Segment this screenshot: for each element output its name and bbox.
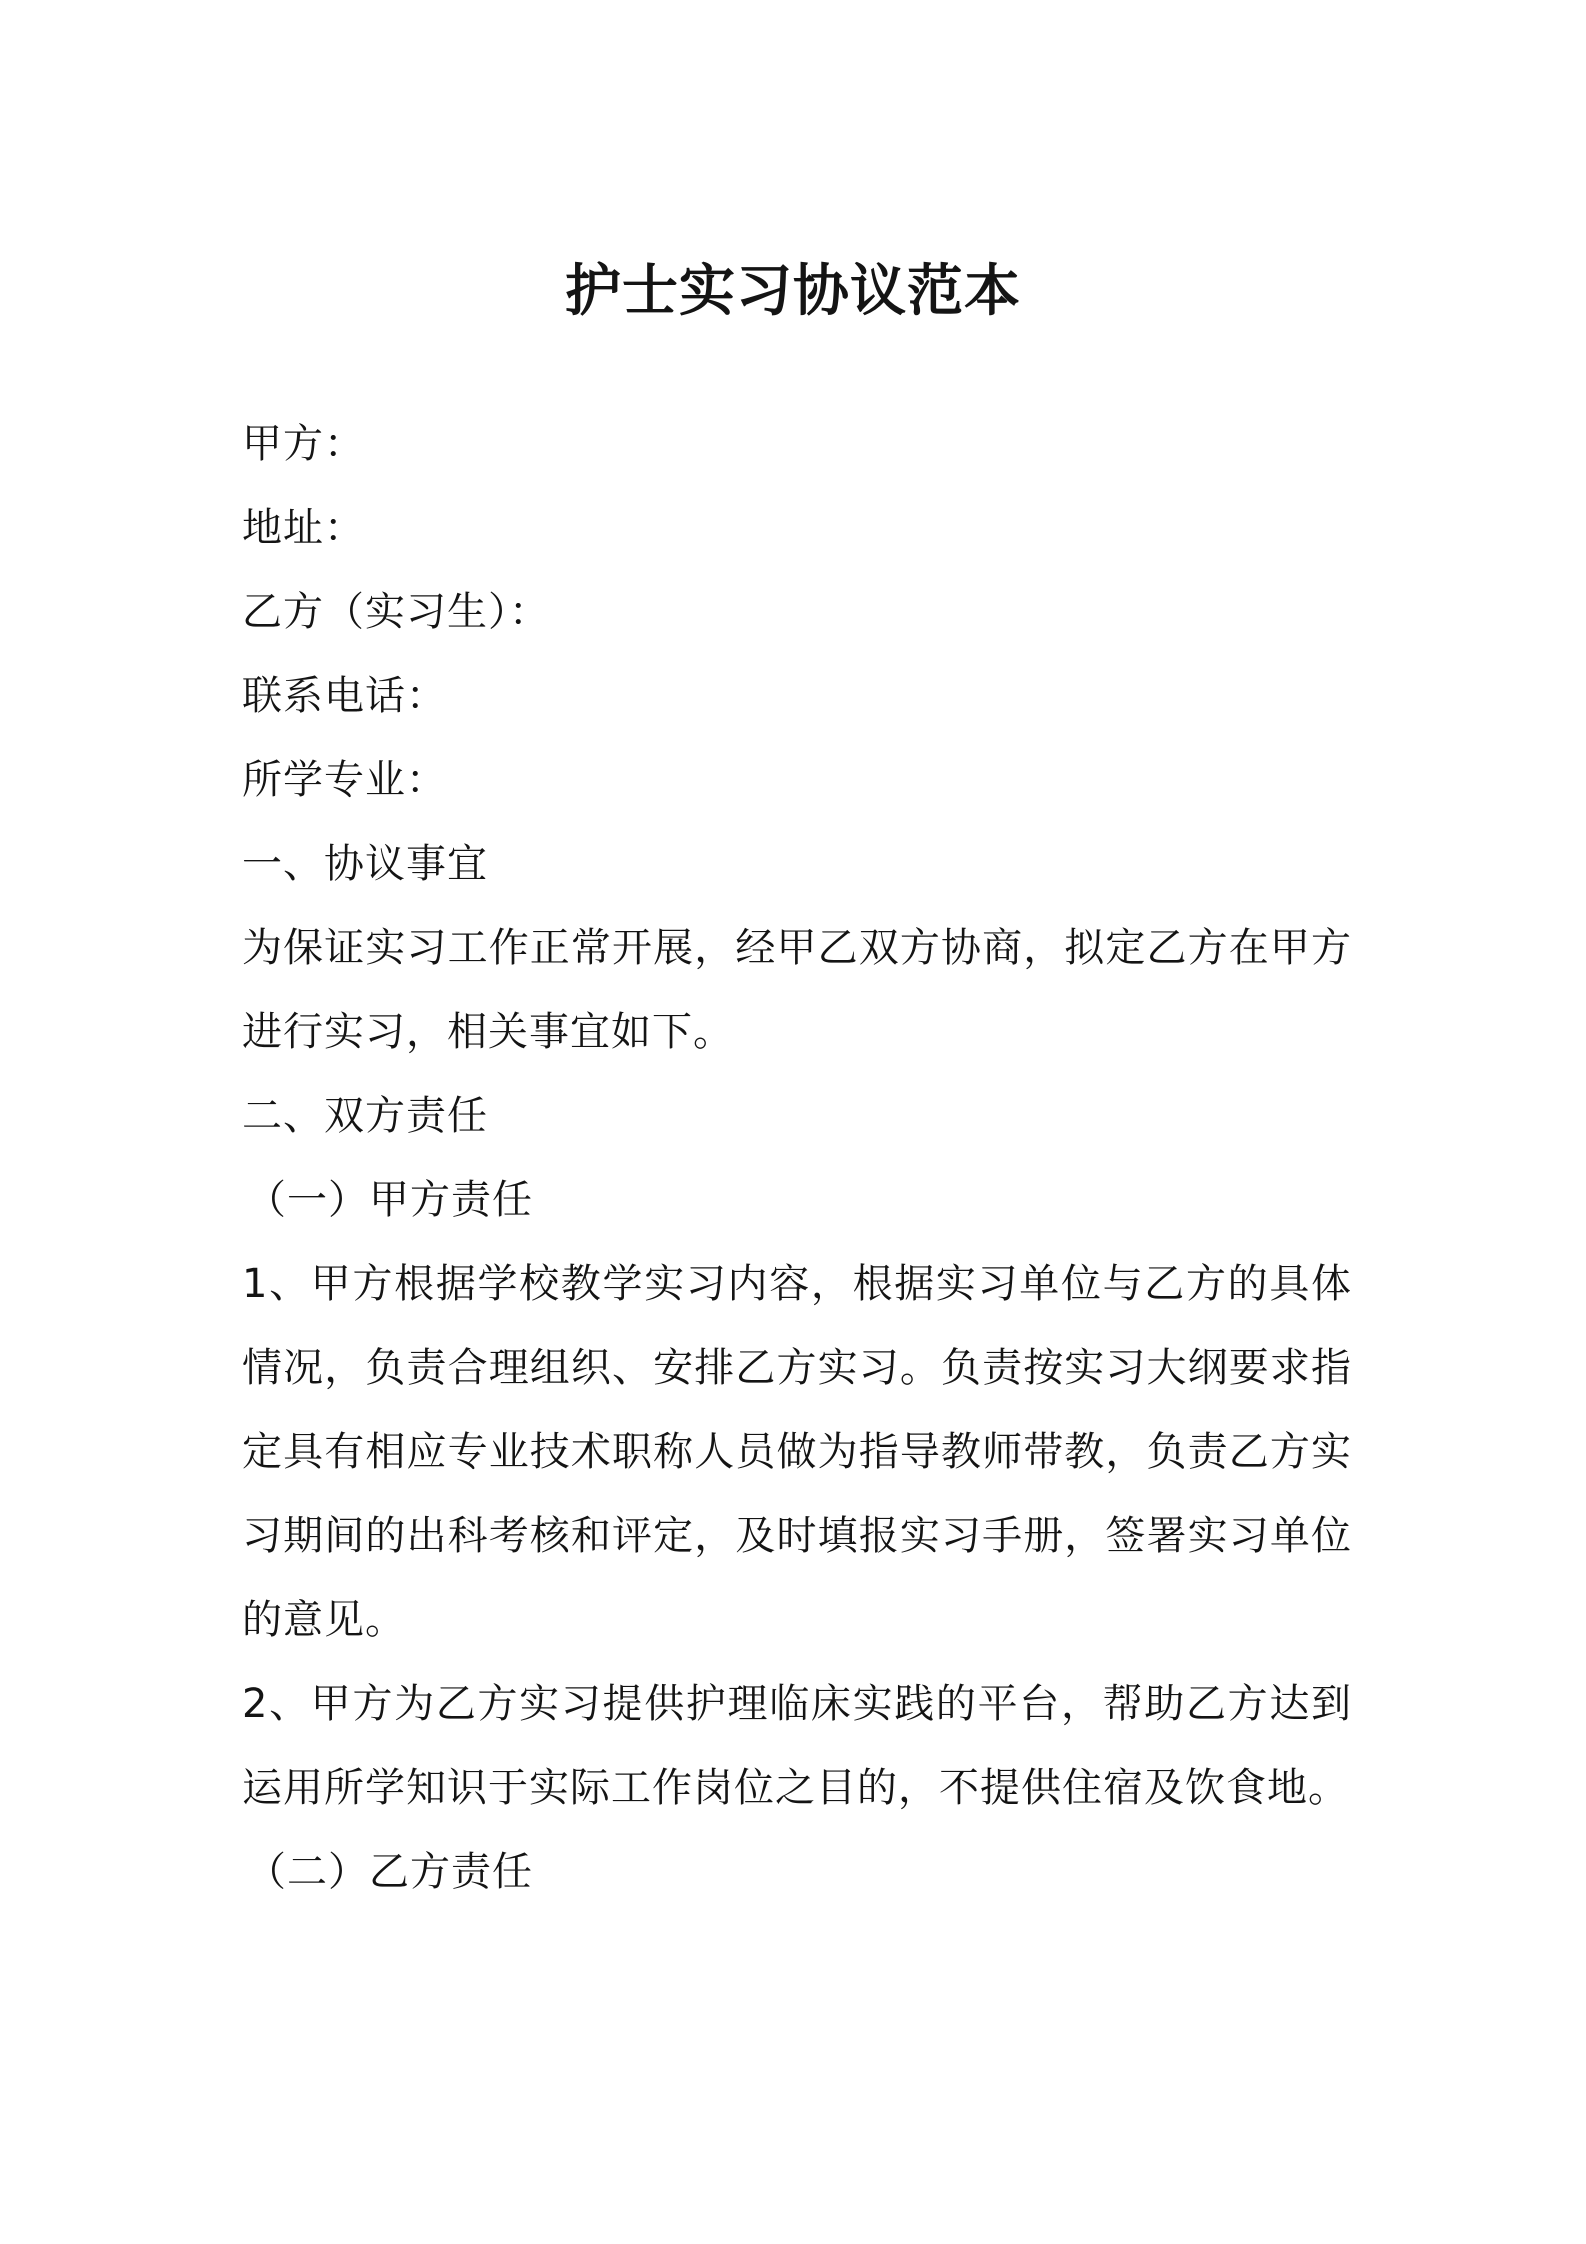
- list-item-party-a-2: 2、甲方为乙方实习提供护理临床实践的平台，帮助乙方达到运用所学知识于实际工作岗位之目的，不提供住宿及饮食地。: [242, 1681, 1352, 1811]
- section-heading-agreement: 一、协议事宜: [242, 841, 488, 887]
- field-address: 地址：: [242, 505, 365, 551]
- document-body: [242, 402, 1352, 1914]
- field-phone: 联系电话：: [242, 673, 447, 719]
- section-paragraph-agreement: 为保证实习工作正常开展，经甲乙双方协商，拟定乙方在甲方进行实习，相关事宜如下。: [242, 925, 1352, 1055]
- field-party-a: 甲方：: [242, 421, 365, 467]
- section-heading-responsibilities: 二、双方责任: [242, 1093, 488, 1139]
- subsection-heading-party-b: （二）乙方责任: [246, 1849, 533, 1895]
- list-item-party-a-1: 1、甲方根据学校教学实习内容，根据实习单位与乙方的具体情况，负责合理组织、安排乙方实习。负责按实习大纲要求指定具有相应专业技术职称人员做为指导教师带教，负责乙方实习期间的出科考核和评定，及时填报实习手册，签署实习单位的意见。: [242, 1261, 1352, 1643]
- field-party-b: 乙方（实习生）：: [242, 589, 550, 635]
- document-title: 护士实习协议范本: [565, 259, 1021, 324]
- field-major: 所学专业：: [242, 757, 447, 803]
- subsection-heading-party-a: （一）甲方责任: [246, 1177, 533, 1223]
